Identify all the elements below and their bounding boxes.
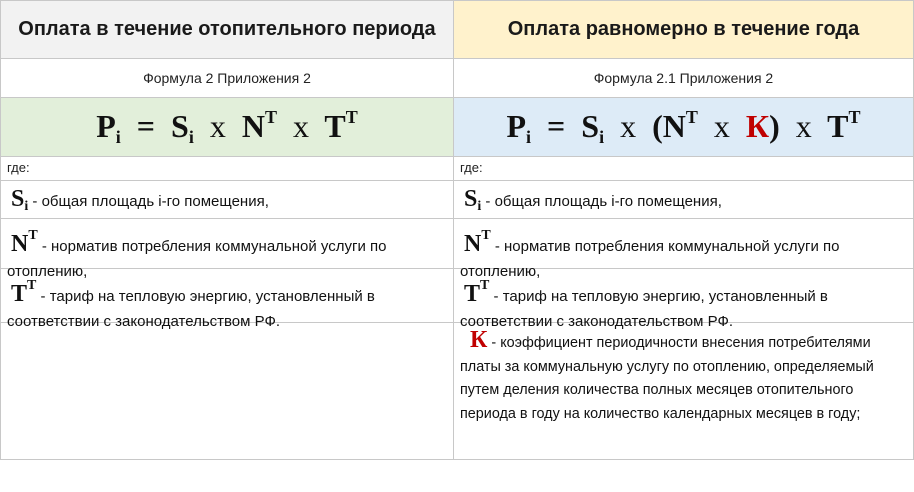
symbol-k: К (745, 107, 770, 144)
definition-t-left (0, 269, 454, 330)
multiply-sign: x (209, 107, 226, 144)
multiply-sign: x (795, 107, 812, 144)
superscript-t: T (264, 106, 277, 127)
symbol-p: P (506, 107, 527, 144)
multiply-sign: x (620, 107, 637, 144)
subscript-i: i (526, 126, 532, 147)
definition-s-text: - общая площадь i-го помещения, (485, 193, 722, 210)
definition-s-left (0, 181, 454, 219)
symbol-t-def: $T^T$ (464, 278, 490, 307)
symbol-n: N (241, 107, 265, 144)
definition-n-left (0, 219, 454, 280)
definition-s-right (454, 181, 914, 219)
symbol-p: P (96, 107, 116, 144)
definition-k-right (454, 323, 914, 460)
equals-sign: = (136, 107, 156, 144)
subheader-formula-2 (0, 59, 454, 98)
definition-t-text: - тариф на тепловую энергию, установленный в соответствии с законодательством РФ. (7, 288, 375, 330)
header-heating-period-text: Оплата в течение отопительного периода (18, 18, 436, 40)
subscript-i: i (188, 126, 194, 147)
symbol-t: T (827, 107, 849, 144)
multiply-sign: x (713, 107, 730, 144)
formula-right-expression (506, 107, 860, 148)
superscript-t: T (848, 106, 861, 127)
formula-right (454, 98, 914, 157)
definition-s-text: - общая площадь i-го помещения, (32, 193, 269, 210)
symbol-t-def: $T^T$ (11, 278, 37, 307)
symbol-n: N (662, 107, 686, 144)
definition-t-right (454, 269, 914, 330)
formula-left-expression (96, 107, 358, 148)
formula-left (0, 98, 454, 157)
equals-sign: = (547, 107, 566, 144)
where-label-text: где: (460, 160, 483, 175)
definition-n-right (454, 219, 914, 280)
where-label-right (454, 157, 914, 181)
symbol-k-def: К (470, 327, 488, 353)
header-heating-period (0, 1, 454, 59)
empty-cell-left (0, 323, 454, 460)
definition-n-text: - норматив потребления коммунальной услуги по отоплению, (460, 238, 840, 280)
where-label-left (0, 157, 454, 181)
subscript-i: i (599, 126, 605, 147)
symbol-n-def: $N^T$ (11, 228, 38, 257)
multiply-sign: x (292, 107, 309, 144)
definition-k-text: - коэффициент периодичности внесения потребителями платы за коммунальную услугу по отоплению, определяемый путем деления количества полных месяцев отопительного периода в году на количество календарных месяцев в году; (460, 335, 874, 422)
definition-t-text: - тариф на тепловую энергию, установленный в соответствии с законодательством РФ. (460, 288, 828, 330)
symbol-n-def: $N^T$ (464, 228, 491, 257)
where-label-text: где: (7, 160, 30, 175)
subscript-i: i (115, 126, 121, 147)
symbol-t: T (324, 107, 346, 144)
superscript-t: T (685, 106, 698, 127)
subheader-formula-2-text: Формула 2 Приложения 2 (143, 70, 311, 86)
symbol-s: S (581, 107, 600, 144)
symbol-s: S (171, 107, 189, 144)
open-paren: ( (652, 107, 663, 144)
symbol-s-def: $S_i$ (11, 186, 29, 214)
symbol-s-def: $S_i$ (464, 186, 482, 214)
superscript-t: T (345, 106, 358, 127)
subheader-formula-2-1 (454, 59, 914, 98)
subheader-formula-2-1-text: Формула 2.1 Приложения 2 (593, 70, 774, 86)
header-year-round (454, 1, 914, 59)
close-paren: ) (769, 107, 780, 144)
definition-n-text: - норматив потребления коммунальной услуги по отоплению, (7, 238, 387, 280)
header-year-round-text: Оплата равномерно в течение года (507, 18, 860, 40)
